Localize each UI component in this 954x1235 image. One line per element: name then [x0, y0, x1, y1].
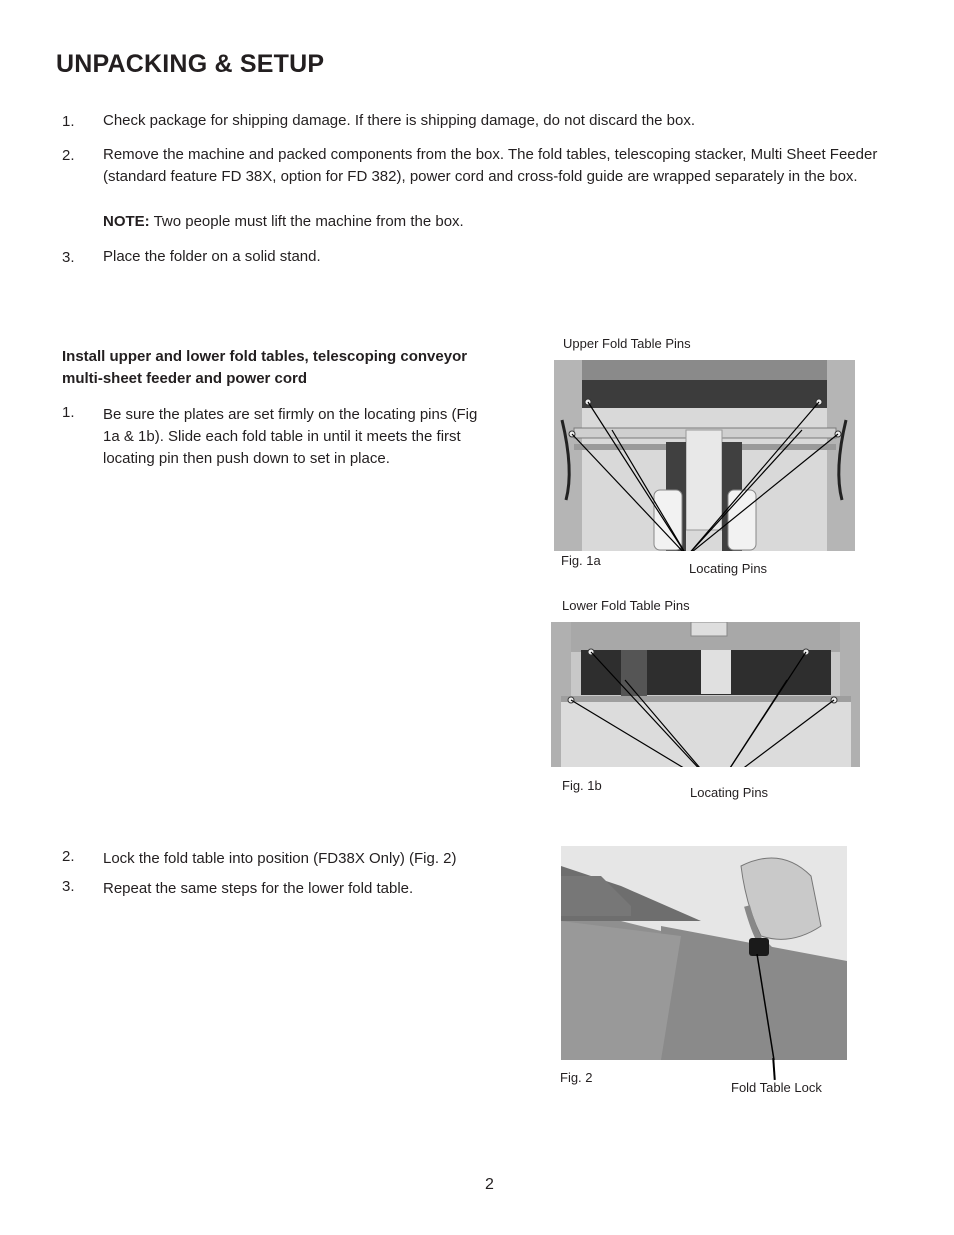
lock-step-2-number: 2. — [62, 848, 75, 865]
step-3-text: Place the folder on a solid stand. — [103, 248, 321, 265]
note-label: NOTE: — [103, 213, 150, 230]
step-2-text: Remove the machine and packed components from the box. The fold tables, telescoping stacker, Multi Sheet Feeder (standard feature FD 38X, option for FD 382), power cord and cross-fold guide are wrapped separately in the box. — [103, 146, 878, 185]
install-step-1-number: 1. — [62, 404, 75, 421]
fig1a-label: Fig. 1a — [561, 553, 601, 568]
fig2-label: Fig. 2 — [560, 1070, 593, 1085]
fig1a-heading: Upper Fold Table Pins — [563, 336, 691, 351]
fig1b-photo — [551, 622, 860, 767]
page-number: 2 — [485, 1176, 494, 1193]
step-2-note — [103, 211, 893, 233]
install-heading: Install upper and lower fold tables, telescoping conveyor multi-sheet feeder and power cord — [62, 348, 468, 387]
fig1b-heading: Lower Fold Table Pins — [562, 598, 690, 613]
install-step-1-text: Be sure the plates are set firmly on the locating pins (Fig 1a & 1b). Slide each fold table in until it meets the first locating pin then push down to set in place. — [103, 406, 478, 467]
lock-step-3-text: Repeat the same steps for the lower fold table. — [103, 880, 414, 897]
note-text: Two people must lift the machine from the box. — [149, 213, 464, 230]
fig1a-callout: Locating Pins — [689, 561, 768, 576]
step-1-number: 1. — [62, 113, 75, 130]
step-3-number: 3. — [62, 249, 75, 266]
fig2-callout: Fold Table Lock — [731, 1080, 822, 1095]
fig2-photo — [561, 846, 847, 1060]
step-2-number: 2. — [62, 147, 75, 164]
lock-step-3-number: 3. — [62, 878, 75, 895]
fig2-callout-line — [772, 1058, 776, 1080]
page-title: UNPACKING & SETUP — [56, 50, 325, 78]
fig1b-callout: Locating Pins — [690, 785, 769, 800]
fig1a-photo — [554, 360, 855, 551]
fig1b-label: Fig. 1b — [562, 778, 602, 793]
step-1-text: Check package for shipping damage. If there is shipping damage, do not discard the box. — [103, 112, 696, 129]
lock-step-2-text: Lock the fold table into position (FD38X Only) (Fig. 2) — [103, 850, 457, 867]
